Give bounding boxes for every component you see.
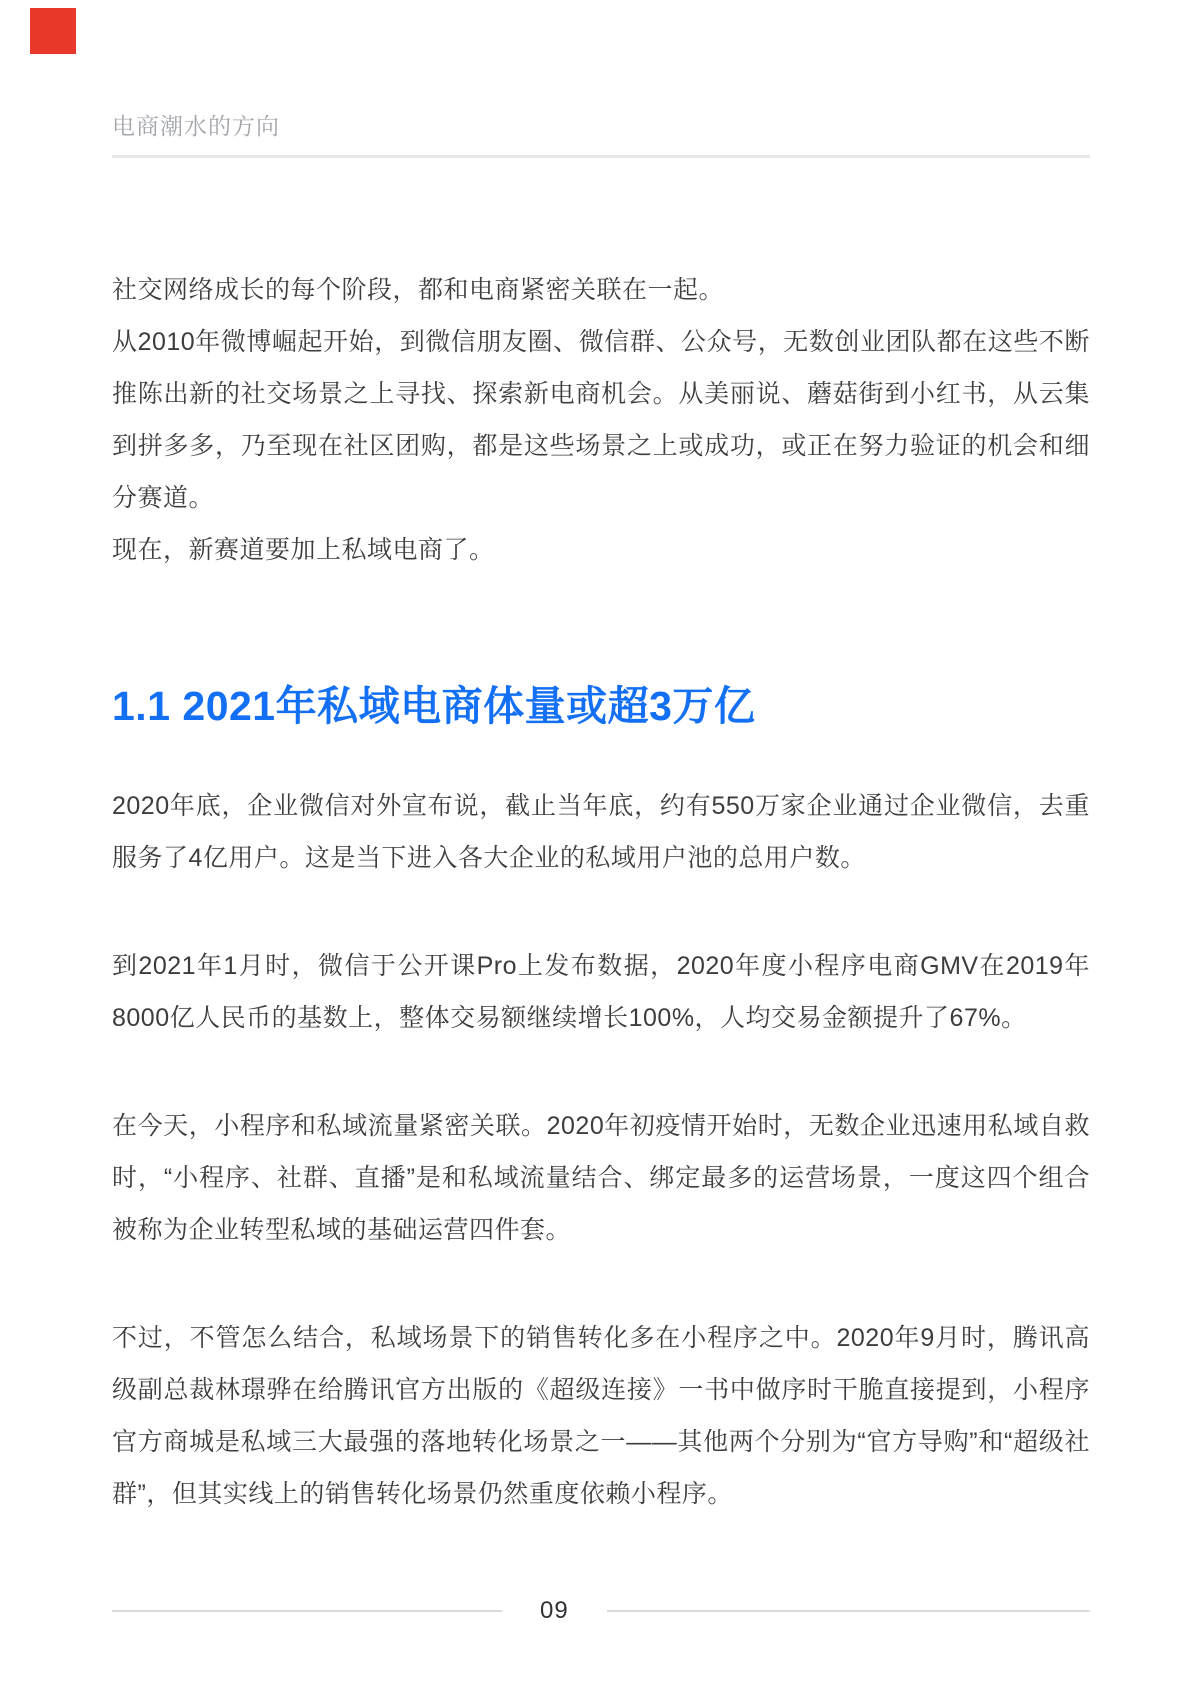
body-section: [112, 780, 1090, 1520]
body-paragraph-2: 到2021年1月时，微信于公开课Pro上发布数据，2020年度小程序电商GMV在2019年8000亿人民币的基数上，整体交易额继续增长100%，人均交易金额提升了67%。: [112, 952, 1090, 1032]
page-footer: [112, 1596, 1090, 1626]
body-paragraph-3: 在今天，小程序和私域流量紧密关联。2020年初疫情开始时，无数企业迅速用私域自救时，“小程序、社群、直播”是和私域流量结合、绑定最多的运营场景，一度这四个组合被称为企业转型私域的基础运营四件套。: [112, 1112, 1090, 1244]
body-paragraph-4: 不过，不管怎么结合，私域场景下的销售转化多在小程序之中。2020年9月时，腾讯高级副总裁林璟骅在给腾讯官方出版的《超级连接》一书中做序时干脆直接提到，小程序官方商城是私域三大最强的落地转化场景之一——其他两个分别为“官方导购”和“超级社群”，但其实线上的销售转化场景仍然重度依赖小程序。: [112, 1324, 1090, 1508]
intro-section: [112, 264, 1090, 576]
footer-rule-left: [112, 1610, 502, 1612]
body-paragraph-1: 2020年底，企业微信对外宣布说，截止当年底，约有550万家企业通过企业微信，去重服务了4亿用户。这是当下进入各大企业的私域用户池的总用户数。: [112, 792, 1090, 872]
page-number: 09: [540, 1597, 569, 1624]
header-divider: [112, 155, 1090, 158]
corner-mark: [30, 8, 76, 54]
intro-paragraph-2: 从2010年微博崛起开始，到微信朋友圈、微信群、公众号，无数创业团队都在这些不断推陈出新的社交场景之上寻找、探索新电商机会。从美丽说、蘑菇街到小红书，从云集到拼多多，乃至现在社区团购，都是这些场景之上或成功，或正在努力验证的机会和细分赛道。: [112, 328, 1090, 512]
running-head: 电商潮水的方向: [112, 113, 280, 139]
intro-paragraph-1: 社交网络成长的每个阶段，都和电商紧密关联在一起。: [112, 276, 725, 304]
page-content: [112, 264, 1090, 1520]
section-heading: 1.1 2021年私域电商体量或超3万亿: [112, 683, 756, 729]
intro-paragraph-3: 现在，新赛道要加上私域电商了。: [112, 536, 495, 564]
footer-rule-right: [607, 1610, 1090, 1612]
